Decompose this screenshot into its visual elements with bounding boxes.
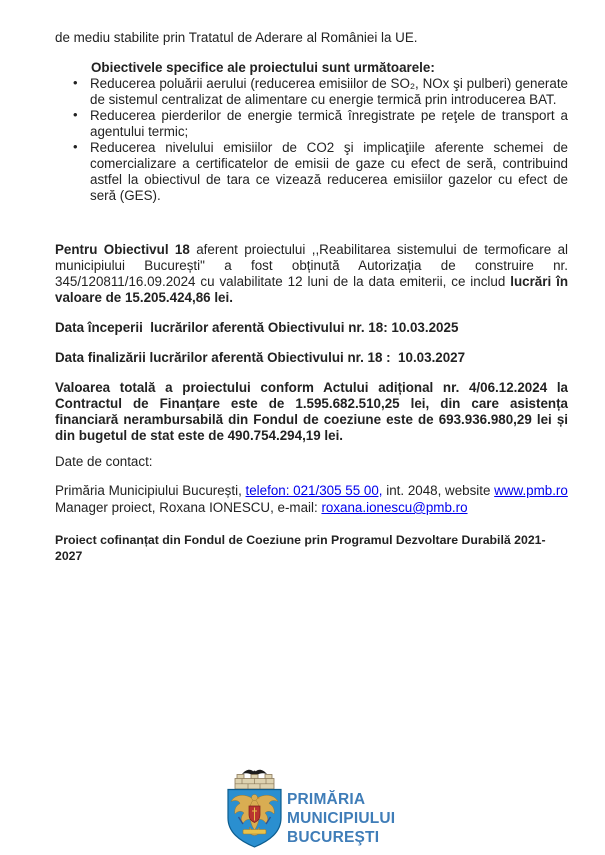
bullet-text: Reducerea pierderilor de energie termică înregistrate pe reţele de transport a agentului termic; [90, 108, 568, 139]
objective-18-bold-prefix: Pentru Obiectivul 18 [55, 242, 190, 257]
contact-ext-text: int. 2048, website [382, 483, 495, 498]
objective-18-paragraph [55, 242, 568, 306]
bullet-marker-icon: • [73, 75, 78, 90]
objective-18-bold-suffix: lucrări în valoare de 15.205.424,86 lei. [55, 274, 568, 305]
pmb-logo [226, 766, 395, 848]
bullet-marker-icon: • [73, 139, 78, 154]
contact-org-text: Primăria Municipiului București, [55, 483, 246, 498]
bucharest-coat-of-arms-icon [226, 766, 283, 848]
phone-link[interactable]: telefon: 021/305 55 00, [245, 483, 383, 498]
contact-paragraph [55, 482, 568, 516]
start-date-line: Data începerii lucrărilor aferentă Obiectivului nr. 18: 10.03.2025 [55, 320, 459, 335]
list-item [55, 140, 568, 204]
objective-18-body: aferent proiectului ,,Reabilitarea sistemului de termoficare al municipiului București" a fost obținută Autorizația de construire nr. 345/120811/16.09.2024 cu valabilitate 12 luni de la data emiterii, ce includ [55, 242, 568, 289]
objectives-heading: Obiectivele specifice ale proiectului sunt următoarele: [91, 60, 435, 75]
list-item [55, 108, 568, 140]
total-value-paragraph: Valoarea totală a proiectului conform Actului adițional nr. 4/06.12.2024 la Contractul de Finanțare este de 1.595.682.510,25 lei, din care asistența financiară nerambursabilă din Fondul de coeziune este de 693.936.980,29 lei și din bugetul de stat este de 490.754.294,19 lei. [55, 380, 568, 443]
logo-org-line: BUCUREŞTI [287, 829, 380, 846]
logo-org-line: PRIMĂRIA [287, 791, 366, 808]
objectives-list [55, 76, 568, 204]
list-item [55, 76, 568, 108]
bullet-text: Reducerea poluării aerului (reducerea emisiilor de SO₂, NOx şi pulberi) generate de sistemul centralizat de alimentare cu energie termică prin introducerea BAT. [90, 76, 568, 107]
contact-line-2 [55, 499, 568, 516]
contact-manager-text: Manager proiect, Roxana IONESCU, e-mail: [55, 500, 322, 515]
cofinancing-note: Proiect cofinanțat din Fondul de Coeziune prin Programul Dezvoltare Durabilă 2021-2027 [55, 533, 546, 563]
logo-org-line: MUNICIPIULUI [287, 810, 396, 827]
website-link[interactable]: www.pmb.ro [494, 483, 568, 498]
bullet-text: Reducerea nivelului emisiilor de CO2 şi implicaţiile aferente schemei de comercializare a certificatelor de emisii de gaze cu efect de seră, contribuind astfel la obiectivul de tara ce vizează reducerea emisiilor gazelor cu efect de seră (GES). [90, 140, 568, 203]
email-link[interactable]: roxana.ionescu@pmb.ro [321, 500, 468, 515]
logo-org-name [287, 766, 395, 847]
contact-label: Date de contact: [55, 454, 153, 469]
intro-paragraph: de mediu stabilite prin Tratatul de Aderare al României la UE. [55, 30, 418, 45]
end-date-line: Data finalizării lucrărilor aferentă Obiectivului nr. 18 : 10.03.2027 [55, 350, 466, 365]
contact-line-1 [55, 482, 568, 499]
bullet-marker-icon: • [73, 107, 78, 122]
